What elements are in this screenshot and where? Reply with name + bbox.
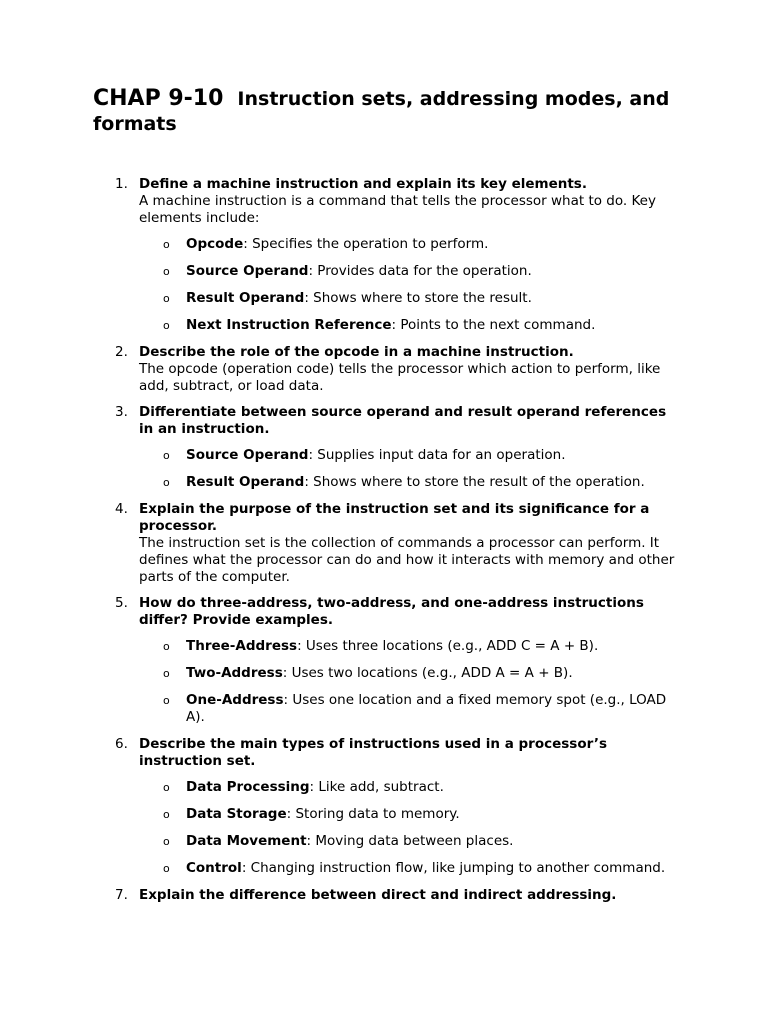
bullet-item	[139, 833, 685, 850]
bullet-term: Three-Address	[186, 638, 298, 654]
question-item	[115, 404, 685, 491]
answer-text: The opcode (operation code) tells the processor which action to perform, like add, subtract, or load data.	[139, 361, 661, 394]
question-text: Differentiate between source operand and result operand references in an instruction.	[139, 404, 667, 437]
bullet-description: : Uses three locations (e.g., ADD C = A + B).	[297, 638, 599, 654]
bullet-item	[139, 474, 685, 491]
bullet-description: : Points to the next command.	[391, 317, 596, 333]
bullet-term: Data Movement	[186, 833, 307, 849]
answer-text: A machine instruction is a command that tells the processor what to do. Key elements include:	[139, 193, 656, 226]
question-item	[115, 887, 685, 904]
question-text: Explain the difference between direct and indirect addressing.	[139, 887, 617, 903]
question-item	[115, 595, 685, 726]
question-item	[115, 736, 685, 877]
bullet-list	[139, 236, 685, 334]
bullet-term: Opcode	[186, 236, 244, 252]
bullet-marker: o	[163, 640, 170, 653]
bullet-marker: o	[163, 292, 170, 305]
bullet-list	[139, 447, 685, 491]
bullet-term: Result Operand	[186, 474, 305, 490]
bullet-marker: o	[163, 238, 170, 251]
bullet-marker: o	[163, 265, 170, 278]
bullet-marker: o	[163, 319, 170, 332]
question-text: Describe the main types of instructions used in a processor’s instruction set.	[139, 736, 607, 769]
bullet-term: Source Operand	[186, 447, 309, 463]
question-text: Explain the purpose of the instruction set and its significance for a processor.	[139, 501, 650, 534]
bullet-description: : Like add, subtract.	[309, 779, 444, 795]
bullet-description: : Moving data between places.	[306, 833, 514, 849]
bullet-marker: o	[163, 476, 170, 489]
question-item	[115, 344, 685, 395]
bullet-item	[139, 290, 685, 307]
bullet-term: Control	[186, 860, 242, 876]
bullet-marker: o	[163, 694, 170, 707]
bullet-description: : Storing data to memory.	[286, 806, 460, 822]
question-number: 3.	[115, 404, 128, 420]
bullet-marker: o	[163, 808, 170, 821]
question-number: 7.	[115, 887, 128, 903]
question-item	[115, 501, 685, 586]
question-text: Define a machine instruction and explain its key elements.	[139, 176, 587, 192]
answer-text: The instruction set is the collection of commands a processor can perform. It defines what the processor can do and how it interacts with memory and other parts of the computer.	[139, 535, 675, 585]
question-text: How do three-address, two-address, and one-address instructions differ? Provide examples.	[139, 595, 644, 628]
bullet-description: : Shows where to store the result.	[304, 290, 532, 306]
question-item	[115, 176, 685, 334]
bullet-description: : Uses two locations (e.g., ADD A = A + B).	[282, 665, 573, 681]
bullet-item	[139, 638, 685, 655]
bullet-description: : Supplies input data for an operation.	[308, 447, 566, 463]
bullet-term: Data Processing	[186, 779, 310, 795]
bullet-item	[139, 860, 685, 877]
bullet-list	[139, 779, 685, 877]
bullet-term: One-Address	[186, 692, 284, 708]
question-text: Describe the role of the opcode in a machine instruction.	[139, 344, 574, 360]
bullet-term: Next Instruction Reference	[186, 317, 392, 333]
question-number: 4.	[115, 501, 128, 517]
bullet-description: : Changing instruction flow, like jumping to another command.	[241, 860, 666, 876]
bullet-marker: o	[163, 449, 170, 462]
question-number: 5.	[115, 595, 128, 611]
bullet-term: Result Operand	[186, 290, 305, 306]
bullet-list	[139, 638, 685, 726]
bullet-item	[139, 692, 685, 726]
question-number: 1.	[115, 176, 128, 192]
title-text: Instruction sets, addressing modes, and formats	[93, 88, 670, 135]
question-list	[115, 176, 685, 913]
bullet-item	[139, 447, 685, 464]
bullet-description: : Provides data for the operation.	[308, 263, 532, 279]
bullet-item	[139, 806, 685, 823]
bullet-marker: o	[163, 781, 170, 794]
page-title	[93, 86, 693, 137]
bullet-item	[139, 263, 685, 280]
bullet-marker: o	[163, 862, 170, 875]
bullet-marker: o	[163, 835, 170, 848]
bullet-description: : Shows where to store the result of the operation.	[304, 474, 645, 490]
bullet-term: Source Operand	[186, 263, 309, 279]
bullet-item	[139, 779, 685, 796]
bullet-description: : Specifies the operation to perform.	[243, 236, 489, 252]
bullet-item	[139, 236, 685, 253]
bullet-marker: o	[163, 667, 170, 680]
bullet-description: : Uses one location and a fixed memory spot (e.g., LOAD A).	[186, 692, 667, 725]
chapter-label: CHAP 9-10	[93, 86, 224, 111]
bullet-term: Data Storage	[186, 806, 287, 822]
question-number: 2.	[115, 344, 128, 360]
bullet-item	[139, 665, 685, 682]
question-number: 6.	[115, 736, 128, 752]
bullet-item	[139, 317, 685, 334]
bullet-term: Two-Address	[186, 665, 283, 681]
